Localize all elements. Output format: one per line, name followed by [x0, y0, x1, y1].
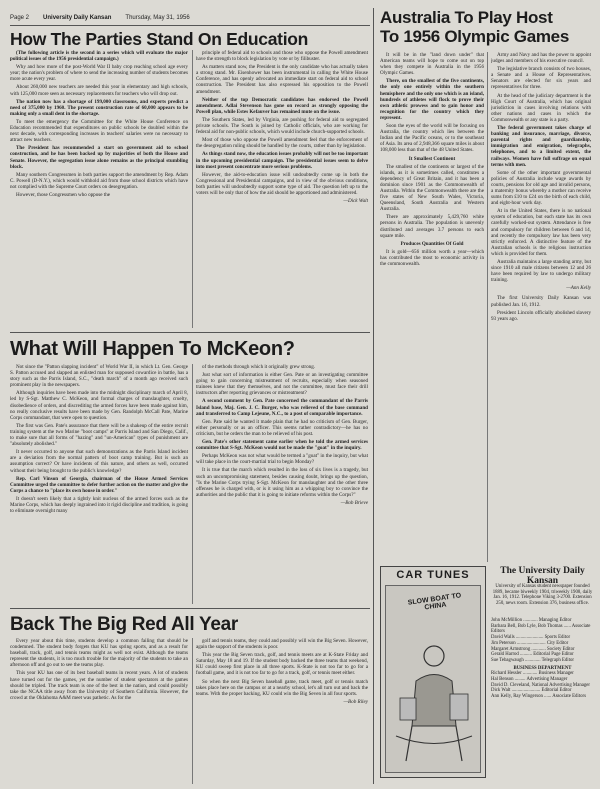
staff-box-description: University of Kansas student newspaper founded 1889, became biweekly 1904, triweekly 1908, daily Jan. 16, 1912. Telephone Viking 3-2700. Extension 250, news room. Extension 376, business office. [492, 584, 593, 606]
australia-para: Australia maintains a large standing army, but since 1910 all male citizens between 12 and 26 have been required by law to undergo military training. [491, 259, 591, 284]
mckeon-para: Perhaps McKeon was not what would be termed a "goat" in the inquiry, but what will take place in the court-martial trial to begin Monday? [196, 453, 368, 466]
parties-column-2 [196, 50, 368, 328]
parties-para: About 260,000 new teachers are needed this year in elementary and high schools, with 125,000 more seen as necessary replacements for teachers who will drop out. [10, 84, 188, 97]
parties-para: principle of federal aid to schools and those who oppose the Powell amendment have the strength to block legislation by vote or by filibuster. [196, 50, 368, 63]
mckeon-para: Not since the "Patton slapping incident" of World War II, in which Lt. Gen. George S. Patton accused and slapped an enlisted man for supposed cowardice in battle, has a story such as the Parris Island, S.C., "death march" of a month ago received such prominent play in the newspapers. [10, 364, 188, 389]
masthead-rule [10, 25, 370, 26]
masthead [10, 12, 370, 24]
page-divider [373, 8, 374, 784]
mckeon-column-1 [10, 364, 188, 604]
parties-para: The nation now has a shortage of 199,000 classrooms, and experts predict a need of 375,000 by 1960. The present construction rate of 60,000 appears to be making only a small dent in the shortage. [10, 98, 188, 117]
staff-line: Gerald Harrod .......... Editorial Page Editor [491, 652, 574, 658]
australia-headline-line-2: To 1956 Olympic Games [380, 27, 569, 46]
staff-box [491, 566, 594, 784]
australia-headline-line-1: Australia To Play Host [380, 8, 553, 27]
big-red-para: This year the Big Seven track, golf, and tennis meets are at K-State Friday and Saturday, May 18 and 19. If the student body backed the three teams that weekend, KU could sweep first place in all three sports. K-State is not too far to go for a football game, and it is not too far to go for a track, golf, or tennis meet either. [196, 652, 368, 677]
big-red-para: Every year about this time, students develop a common failing that should be condemned. The student body forgets that KU has spring sports, and as a result for baseball, track, golf, and tennis teams might as well not exist. Although the teams represent the students, it is too much trouble for the majority of the students to take an afternoon off and go out to see the teams play. [10, 638, 188, 669]
parties-para: Many southern Congressmen in both parties support the amendment by Rep. Adam C. Powell (D-N.Y.), which would withhold aid from those school districts which have not complied with the Supreme Court orders on desegregation. [10, 171, 188, 190]
australia-para: At the head of the judiciary department is the High Court of Australia, which has original jurisdiction in cases involving relations with other nations and cases in which the Commonwealth or any state is a party. [491, 92, 591, 123]
parties-para: Neither of the top Democratic candidates has endorsed the Powell amendment. Adlai Stevenson has gone on record as strongly opposing the Powell plan, while Estes Kefauver has remained mute on the issue. [196, 96, 368, 115]
staff-line: Barbara Bell, Bob Lyle, Bob Thomas ...... Associate Editors [491, 623, 591, 635]
parties-para: To meet the emergency the Committee for the White House Conference on Education recommended that expenditures on public schools be doubled within the next decade, with corresponding increases in teachers' salaries were no necessary to attract new teachers. [10, 118, 188, 144]
mckeon-para: Just what sort of information is either Gen. Pate or an investigating committee going to gain concerning mistreatment of recruits, especially when seasoned trainees knew that they themselves, and not the committee, must face their drill instructors after reporting grievances or mistreatment? [196, 372, 368, 397]
parties-column-1 [10, 50, 188, 328]
australia-column-2 [491, 52, 591, 562]
mckeon-para: A second comment by Gen. Pate concerned the commandant of the Parris Island base, Maj. Gen. J. C. Burger, who was relieved of the base command and transferred to Camp Lejeune, N.C., to a post of comparable importance. [196, 398, 368, 417]
australia-column-1 [380, 52, 484, 562]
big-red-para: golf and tennis teams, they could and possibly will win the Big Seven. However, again the support of the students is poor. [196, 638, 368, 651]
cartoon-illustration [385, 585, 481, 773]
parties-intro: (The following article is the second in a series which will evaluate the major political issues of the 1956 presidential campaign.) [10, 50, 188, 63]
staff-line: John McMillion ............ Managing Editor [491, 618, 572, 623]
mckeon-para: Although inquiries have been made into the midnight disciplinary march of April 8, led by S-Sgt. Matthew C. McKeon, and formal charges of manslaughter, cruelty, disobedience of orders, and discrediting the armed forces have been made against him, no really conclusive results have been made by Gen. Randolph McCall Pate, Marine Corps commandant, that were open to question. [10, 390, 188, 421]
mckeon-para: Gen. Pate's other statement came earlier when he told the armed services committee that S-Sgt. McKeon would not be made the "goat" in the inquiry. [196, 439, 368, 452]
business-department-heading: BUSINESS DEPARTMENT [513, 665, 572, 671]
australia-para: The federal government takes charge of banking and insurance, marriage, divorce, parental rights and guardianship, immigration and emigration, telegraphs, telephones, and to a limited extent, the railways. Women have full suffrage on equal terms with men. [491, 125, 591, 168]
mckeon-para: It never occurred to anyone that such demonstrations as the Parris Island incident are a deviation from the normal pattern of boot camp training. But is such an assumption correct? Or have incidents of this nature, and others as well, occurred without their being brought to the public's knowledge? [10, 449, 188, 474]
staff-line: Richard Hessler ............ Business Manager [491, 671, 574, 677]
mckeon-byline: —Bob Brieve [340, 499, 368, 506]
cartoon-caption: SLOW BOAT TO CHINA [407, 592, 462, 612]
mckeon-headline: What Will Happen To McKeon? [10, 338, 295, 360]
column-divider [487, 52, 488, 562]
australia-para: The smallest of the continents or largest of the islands, as it is sometimes called, constitutes a dependency of Great Britain, and it has been a dominion since 1901 as the Commonwealth of Australia. Within the Commonwealth there are the five states of New South Wales, Victoria, Queensland, South Australia and Western Australia. [380, 163, 484, 213]
big-red-headline: Back The Big Red All Year [10, 614, 238, 635]
australia-para: There are approximately 5,429,760 white persons in Australia. The population is unevenly distributed and averages 3.7 persons to each square mile. [380, 214, 484, 239]
parties-byline: —Dick Walt [343, 198, 368, 205]
mckeon-para: The first was Gen. Pate's assurance that there will be a shakeup of the entire recruit training system at the two Marine "boot camps" at Parris Island and San Diego, Calif., to make sure that all forms of "hazing" and "un-American" types of punishment are "absolutely abolished." [10, 422, 188, 448]
mckeon-column-2 [196, 364, 368, 604]
page-number: Page 2 [10, 15, 30, 21]
mckeon-para: It doesn't seem likely that a tightly knit nucleus of the armed forces such as the Marine Corps, which has deeply ingrained into it rigid discipline and tradition, is going to eliminate overnight many [10, 495, 188, 515]
staff-line: Dick Walt ........................ Editorial Editor [491, 688, 572, 694]
cartoon-title: CAR TUNES [396, 569, 470, 581]
issue-date: Thursday, May 31, 1956 [125, 15, 190, 21]
staff-line: Ann Kelly, Ray Wingerson ...... Associate Editors [491, 694, 586, 700]
section-rule [10, 332, 370, 333]
mckeon-para: It is true that the march which resulted in the loss of six lives is a tragedy, but such an uncompromising statement, besides causing doubt, brings up the question, "Is the Marine Corps trying S-Sgt. McKeon for manslaughter and the other three offenses he is charged with, or is it using him as a whipping boy to convince the authorities and the public that it is going to initiate reforms within the Corps?" [196, 467, 368, 498]
big-red-para: So when the next Big Seven baseball game, track meet, golf or tennis match takes place here on the campus or at a nearby school, let's all turn out and back the teams. With the proper backing, KU could win the Big Seven in all four sports. [196, 678, 368, 697]
australia-byline: —Ann Kelly [566, 285, 591, 292]
australia-subhead: Produces Quantities Of Gold [400, 240, 464, 247]
parties-para: The President has recommended a start on government aid to school construction, and he has been backed up by majorities of both the House and Senate. However, the segregation issue alone remains as the principal stumbling block. [10, 145, 188, 170]
mckeon-para: Gen. Pate said he wanted it made plain that he had no criticism of Gen. Burger, either personally or as an officer. This seems rather contradictory—he has no criticism, but he orders the man to be relieved of his post. [196, 418, 368, 437]
big-red-byline: —Bob Riley [343, 698, 368, 705]
parties-para: As things stand now, the education issues probably will not be too important in the upcoming presidential campaign. The presidential issues seem to delve into most present concentrate more serious problems. [196, 151, 368, 170]
staff-line: Hal Benson ......... Advertising Manager [491, 677, 568, 683]
cartoon-box [380, 566, 486, 778]
editorial-staff-list [491, 618, 594, 700]
mckeon-para: of the methods through which it originally grew strong. [202, 364, 316, 370]
staff-line: Sue Tebagwaugh ............. Telegraph Editor [491, 657, 574, 663]
cartoon-drawing-icon [386, 586, 480, 771]
big-red-column-1 [10, 638, 188, 784]
australia-subhead: It Smallest Continent [408, 155, 456, 162]
staff-line: David D. Cleveland, National Advertising Manager [491, 682, 590, 688]
section-rule [10, 608, 370, 609]
parties-para: However, those Congressmen who oppose the [16, 191, 111, 198]
big-red-column-2 [196, 638, 368, 784]
trivia-note: President Lincoln officially abolished slavery 93 years ago. [491, 309, 591, 322]
australia-para: At in the United States, there is no national system of education, but each state has its own carefully worked-out system. Attendance is free and compulsory for children between 6 and 14, and recently the compulsory law has been very strictly enforced. A distinctive feature of the Australian schools is the religious instruction which is provided for them. [491, 208, 591, 257]
paper-name: University Daily Kansan [43, 15, 112, 21]
australia-para: There, on the smallest of the five continents, the only one entirely within the southern hemisphere and the only one which is an island, hundreds of athletes will flock to prove their own athletic prowess and to gain honor and recognition for the country which they represent. [380, 78, 484, 121]
staff-line: Jim Peterson ........................ City Editor [491, 640, 569, 646]
big-red-para: This year KU has one of its best baseball teams in recent years. A lot of students have turned out for the games, yet the number of student spectators at the games should be tripled. The track team is one of the best in the nation, and could possibly take the NCAA title away from the University of Southern California. However, the crowd at the Oklahoma A&M meet was pathetic. As for the [10, 670, 188, 701]
parties-para: The Southern States, led by Virginia, are pushing for federal aid to segregated private schools. The South is joined by Catholic officials, who are working for federal aid for non-public schools, which would include church-supported schools. [196, 116, 368, 136]
mckeon-para: Rep. Carl Vinson of Georgia, chairman of the House Armed Services Committee urged the committee to defer further action on the matter and give the Corps a chance to "place its own house in order." [10, 475, 188, 494]
parties-para: As matters stand now, the President is the only candidate who has actually taken a strong stand. Mr. Eisenhower has been instrumental in calling the White House Conference, and has openly advocated an immediate start on federal aid to school construction. The President has also expressed his opposition to the Powell amendment. [196, 64, 368, 95]
australia-para: It will be in the "land down under" that American teams will hope to come out on top when they compete in Australia in the 1956 Olympic Games. [380, 52, 484, 77]
column-divider [192, 50, 193, 328]
parties-para: Most of those who oppose the Powell amendment feel that the enforcement of the desegregation ruling should be handled by the courts, rather than by legislation. [196, 137, 368, 150]
australia-para: It is gold—656 million worth a year—which has contributed the most to economic activity in the commonwealth. [380, 248, 484, 267]
australia-para: Soon the eyes of the world will be focusing on Australia, the country which lies between the Indian and the Pacific oceans, or to the southeast of Asia. Its area of 2,948,366 square miles is about 108,000 less than that of the 48 United States. [380, 123, 484, 154]
parties-headline: How The Parties Stand On Education [10, 29, 309, 49]
staff-line: David Walls ....................... Sports Editor [491, 635, 571, 641]
australia-para: Army and Navy and has the power to appoint judges and members of his executive council. [491, 52, 591, 65]
australia-para: The legislative branch consists of two houses, a Senate and a House of Representatives. Senators are elected for six years and representatives for three. [491, 66, 591, 91]
parties-para: Why and how more of the post-World War II baby crop reaching school age every year; the nation's problem of where to send the increasing number of students becomes more acute every year. [10, 64, 188, 83]
parties-para: However, the aid-to-education issue will undoubtedly come up in both the Congressional and Presidential campaigns, and in view of the obvious conditions, both parties will undoubtedly support some type of aid. The question left up to the voters will be only that of how the aid should be apportioned and administered. [196, 171, 368, 196]
column-divider [192, 638, 193, 784]
australia-para: Some of the other important governmental policies of Australia include wage awards by courts, pensions for old age and invalid persons, a maternity bonus whereby a mother can receive sums from £10 to £24 on the birth of each child, and eight-hour work day. [491, 169, 591, 207]
trivia-note: The first University Daily Kansan was published Jan. 16, 1912. [491, 295, 591, 308]
staff-box-title: The University Daily Kansan [500, 566, 585, 586]
staff-line: Margaret Armstrong ............ Society Editor [491, 646, 575, 652]
column-divider [192, 364, 193, 604]
